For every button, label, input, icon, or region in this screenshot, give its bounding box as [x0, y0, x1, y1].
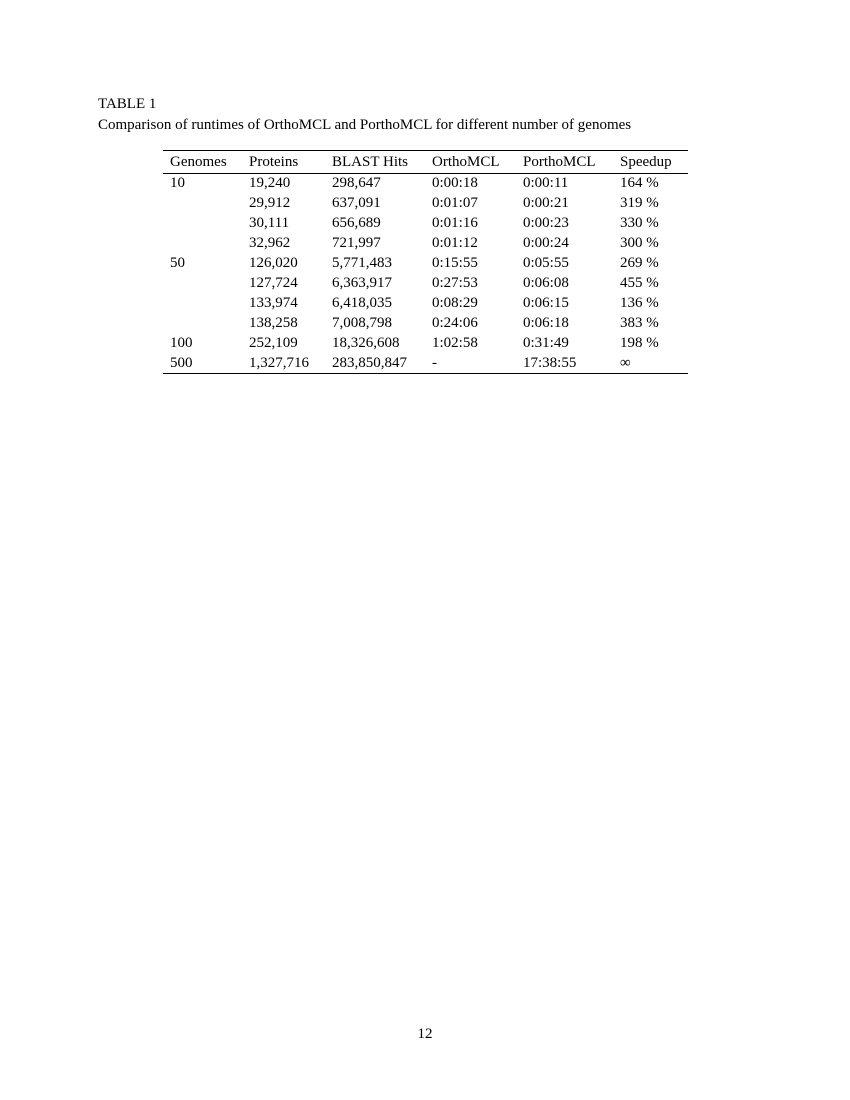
table-row — [163, 234, 688, 254]
page-number: 12 — [417, 1026, 433, 1042]
table-row — [163, 174, 688, 194]
table-cell — [163, 194, 242, 214]
table-cell: 0:05:55 — [523, 255, 569, 271]
table-cell: 0:06:08 — [523, 275, 569, 291]
table-cell: 164 % — [620, 175, 659, 192]
table-cell — [163, 294, 242, 314]
table-label: TABLE 1 — [98, 96, 157, 112]
table-cell: 17:38:55 — [523, 354, 577, 371]
table-cell: 7,008,798 — [332, 315, 392, 331]
table-cell: 19,240 — [249, 175, 291, 192]
table-caption: Comparison of runtimes of OrthoMCL and PorthoMCL for different number of genomes — [98, 117, 632, 133]
table-row — [163, 254, 688, 274]
results-table — [163, 150, 688, 374]
column-header-blast-hits: BLAST Hits — [325, 151, 425, 174]
table-cell: 6,363,917 — [332, 275, 392, 291]
table-cell: - — [432, 354, 437, 371]
table-row — [163, 294, 688, 314]
table-row — [163, 354, 688, 374]
table-cell: 198 % — [620, 335, 659, 351]
table-cell: 283,850,847 — [332, 354, 407, 371]
header-row — [163, 151, 688, 174]
table-cell: 133,974 — [249, 295, 298, 311]
table-cell: 1,327,716 — [249, 354, 309, 371]
table-cell — [163, 274, 242, 294]
table-cell: 637,091 — [332, 195, 381, 211]
table-cell: 0:00:21 — [523, 195, 569, 211]
table-caption-block — [98, 94, 631, 136]
table-cell: 656,689 — [332, 215, 381, 231]
table-cell — [163, 234, 242, 254]
table-cell: 0:00:23 — [523, 215, 569, 231]
table-cell: 18,326,608 — [332, 335, 400, 351]
table-row — [163, 314, 688, 334]
table-cell: 0:01:16 — [432, 215, 478, 231]
table-cell: 0:27:53 — [432, 275, 478, 291]
table-cell: 138,258 — [249, 315, 298, 331]
table-cell: 127,724 — [249, 275, 298, 291]
table-cell: 252,109 — [249, 335, 298, 351]
table-cell: 330 % — [620, 215, 659, 231]
table-row — [163, 194, 688, 214]
table-cell: 136 % — [620, 295, 659, 311]
table-cell: 383 % — [620, 315, 659, 331]
table-cell: 298,647 — [332, 175, 381, 192]
table-cell: 0:06:18 — [523, 315, 569, 331]
table-cell: 0:01:07 — [432, 195, 478, 211]
table-cell: 0:00:11 — [523, 175, 569, 192]
table-cell: 0:01:12 — [432, 235, 478, 251]
table-cell: 100 — [170, 335, 193, 351]
column-header-speedup: Speedup — [613, 151, 688, 174]
table-row — [163, 274, 688, 294]
column-header-genomes: Genomes — [163, 151, 242, 174]
table-cell: 0:31:49 — [523, 335, 569, 351]
table-cell: 29,912 — [249, 195, 291, 211]
table-cell: 50 — [170, 255, 185, 271]
table-cell: 0:08:29 — [432, 295, 478, 311]
table-cell: 1:02:58 — [432, 335, 478, 351]
column-header-porthomcl: PorthoMCL — [516, 151, 613, 174]
table-cell: 269 % — [620, 255, 659, 271]
table-cell: 300 % — [620, 235, 659, 251]
table-cell: 6,418,035 — [332, 295, 392, 311]
table-cell: 30,111 — [249, 215, 290, 231]
table-cell: 0:24:06 — [432, 315, 478, 331]
table-row — [163, 214, 688, 234]
table-cell: 0:06:15 — [523, 295, 569, 311]
table-cell: 500 — [170, 354, 193, 371]
column-header-proteins: Proteins — [242, 151, 325, 174]
table-cell: 0:00:18 — [432, 175, 478, 192]
table-cell: 5,771,483 — [332, 255, 392, 271]
table-cell: 319 % — [620, 195, 659, 211]
table-cell: 0:15:55 — [432, 255, 478, 271]
column-header-orthomcl: OrthoMCL — [425, 151, 516, 174]
table-cell — [163, 314, 242, 334]
table-cell: 721,997 — [332, 235, 381, 251]
table-cell: 32,962 — [249, 235, 291, 251]
table-cell: 10 — [170, 175, 185, 192]
table-cell — [163, 214, 242, 234]
table-row — [163, 334, 688, 354]
table-cell: 126,020 — [249, 255, 298, 271]
table-cell: 455 % — [620, 275, 659, 291]
table-cell: ∞ — [620, 354, 631, 371]
table-cell: 0:00:24 — [523, 235, 569, 251]
